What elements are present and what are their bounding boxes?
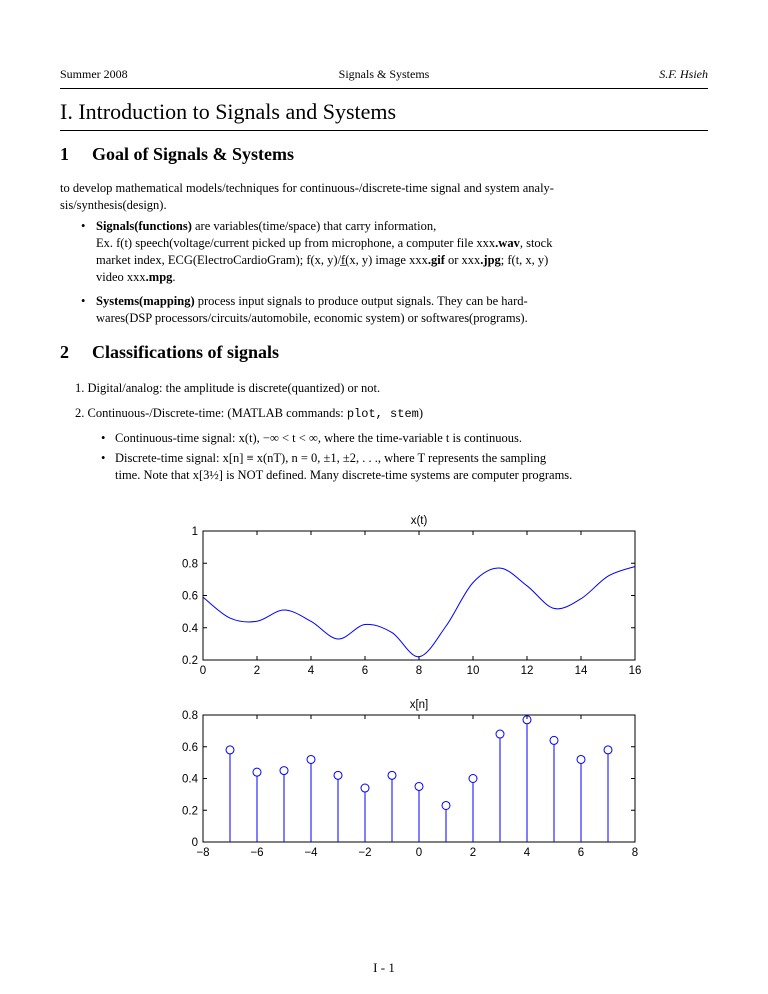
ext-mpg: .mpg xyxy=(145,270,173,284)
signals-or: or xxx xyxy=(444,253,481,267)
section-heading-1 xyxy=(60,144,294,165)
stem-marker xyxy=(334,771,342,779)
ext-jpg: .jpg xyxy=(480,253,501,267)
stem-marker xyxy=(604,746,612,754)
bullet-systems: • Systems(mapping) process input signals to produce output signals. They can be hard- wares(DSP processors/circuits/automobile, economic system) or softwares(programs). xyxy=(96,293,708,327)
signals-example: Ex. f(t) speech(voltage/current picked up from microphone, a computer file xxx xyxy=(96,236,496,250)
y-tick-label: 0 xyxy=(191,837,198,849)
ext-wav: .wav xyxy=(495,236,520,250)
y-tick-label: 0.8 xyxy=(182,558,198,571)
continuous-time-text: Continuous-time signal: x(t), −∞ < t < ∞, where the time-variable t is continuous. xyxy=(115,431,522,445)
y-tick-label: 0.2 xyxy=(182,805,198,818)
x-tick-label: −4 xyxy=(304,847,318,859)
x-tick-label: −2 xyxy=(358,847,372,859)
signal-line xyxy=(203,566,635,656)
section-number: 2 xyxy=(60,342,69,362)
stem-marker xyxy=(577,755,585,763)
stem-marker xyxy=(280,767,288,775)
chart-title: x[n] xyxy=(409,699,429,711)
page-title: I. Introduction to Signals and Systems xyxy=(60,99,397,124)
discrete-time-line-2: time. Note that x[3½] is NOT defined. Many discrete-time systems are computer programs. xyxy=(115,468,573,482)
goal-paragraph xyxy=(60,180,708,214)
enum-item-2-close: ) xyxy=(418,406,424,420)
section-title: Goal of Signals & Systems xyxy=(92,144,295,164)
signals-example-tail: , stock xyxy=(519,236,553,250)
plot-frame xyxy=(203,531,635,660)
x-tick-label: 10 xyxy=(466,665,480,677)
signals-def: are variables(time/space) that carry information, xyxy=(191,219,437,233)
chart-title: x(t) xyxy=(410,515,428,527)
y-tick-label: 1 xyxy=(191,526,198,538)
bullet-discrete-time: • Discrete-time signal: x[n] ≡ x(nT), n = 0, ±1, ±2, . . ., where T represents the sampling time. Note that x[3½] is NOT defined. Many discrete-time systems are computer programs. xyxy=(115,450,708,484)
stem-marker xyxy=(442,801,450,809)
page-number: I - 1 xyxy=(373,960,395,975)
stem-marker xyxy=(415,782,423,790)
discrete-time-line-1: Discrete-time signal: x[n] ≡ x(nT), n = 0, ±1, ±2, . . ., where T represents the sampling xyxy=(115,451,547,465)
x-tick-label: 2 xyxy=(253,665,261,677)
stem-marker xyxy=(550,736,558,744)
bullet-signals: • Signals(functions) are variables(time/space) that carry information, Ex. f(t) speech(voltage/current picked up from microphone, a computer file xxx.wav, stock market index, ECG(ElectroCardioGram); f(x, y)/f̲(x, y) image xxx.gif or xxx.jpg; f(t, x, y) video xxx.mpg. xyxy=(81,219,553,284)
stem-marker xyxy=(361,784,369,792)
header-rule xyxy=(60,88,708,89)
chart-2 xyxy=(203,715,635,842)
systems-line-2: wares(DSP processors/circuits/automobile, economic system) or softwares(programs). xyxy=(96,311,528,325)
y-tick-label: 0.4 xyxy=(182,773,198,786)
x-tick-label: 2 xyxy=(469,847,477,859)
stem-marker xyxy=(496,730,504,738)
x-tick-label: 4 xyxy=(523,847,531,859)
enum-item-2-text: 2. Continuous-/Discrete-time: (MATLAB commands: xyxy=(75,406,347,420)
enum-item-2 xyxy=(75,405,705,423)
goal-line-1: to develop mathematical models/techniques for continuous-/discrete-time signal and system analy- xyxy=(60,181,554,195)
x-tick-label: −8 xyxy=(196,847,210,859)
stem-marker xyxy=(307,755,315,763)
signals-video: video xxx xyxy=(96,270,146,284)
x-tick-label: 6 xyxy=(577,847,585,859)
stem-marker xyxy=(388,771,396,779)
stem-marker xyxy=(226,746,234,754)
section-number: 1 xyxy=(60,144,69,164)
x-tick-label: 12 xyxy=(520,665,534,677)
y-tick-label: 0.6 xyxy=(182,590,198,603)
x-tick-label: −6 xyxy=(250,847,264,859)
systems-def: process input signals to produce output signals. They can be hard- xyxy=(194,294,528,308)
title-rule xyxy=(60,130,708,131)
y-tick-label: 0.8 xyxy=(182,710,198,722)
header-author: S.F. Hsieh xyxy=(659,67,708,81)
header-course: Signals & Systems xyxy=(338,67,430,81)
ext-gif: .gif xyxy=(427,253,445,267)
x-tick-label: 8 xyxy=(631,847,639,859)
y-tick-label: 0.4 xyxy=(182,622,198,635)
signals-image: market index, ECG(ElectroCardioGram); f(x, y)/f̲(x, y) image xxx xyxy=(96,253,428,267)
goal-line-2: sis/synthesis(design). xyxy=(60,198,167,212)
x-tick-label: 8 xyxy=(415,665,423,677)
bullet-continuous-time: • Continuous-time signal: x(t), −∞ < t < ∞, where the time-variable t is continuous. xyxy=(101,431,522,445)
x-tick-label: 0 xyxy=(415,847,423,859)
chart-1 xyxy=(203,531,635,660)
systems-term: Systems(mapping) xyxy=(96,294,195,308)
matlab-commands: plot, stem xyxy=(346,407,419,421)
x-tick-label: 4 xyxy=(307,665,315,677)
page-header xyxy=(60,67,708,87)
signal-figure xyxy=(150,505,650,870)
enum-item-1: 1. Digital/analog: the amplitude is discrete(quantized) or not. xyxy=(75,381,381,395)
signals-term: Signals(functions) xyxy=(96,219,192,233)
x-tick-label: 16 xyxy=(628,665,642,677)
signals-video-fn: ; f(t, x, y) xyxy=(500,253,549,267)
stem-marker xyxy=(253,768,261,776)
y-tick-label: 0.2 xyxy=(182,655,198,667)
x-tick-label: 6 xyxy=(361,665,369,677)
y-tick-label: 0.6 xyxy=(182,741,198,754)
section-heading-2 xyxy=(60,342,279,363)
signals-period: . xyxy=(172,270,176,284)
header-term: Summer 2008 xyxy=(60,67,128,81)
stem-marker xyxy=(469,775,477,783)
x-tick-label: 0 xyxy=(199,665,207,677)
section-title: Classifications of signals xyxy=(92,342,280,362)
x-tick-label: 14 xyxy=(574,665,588,677)
